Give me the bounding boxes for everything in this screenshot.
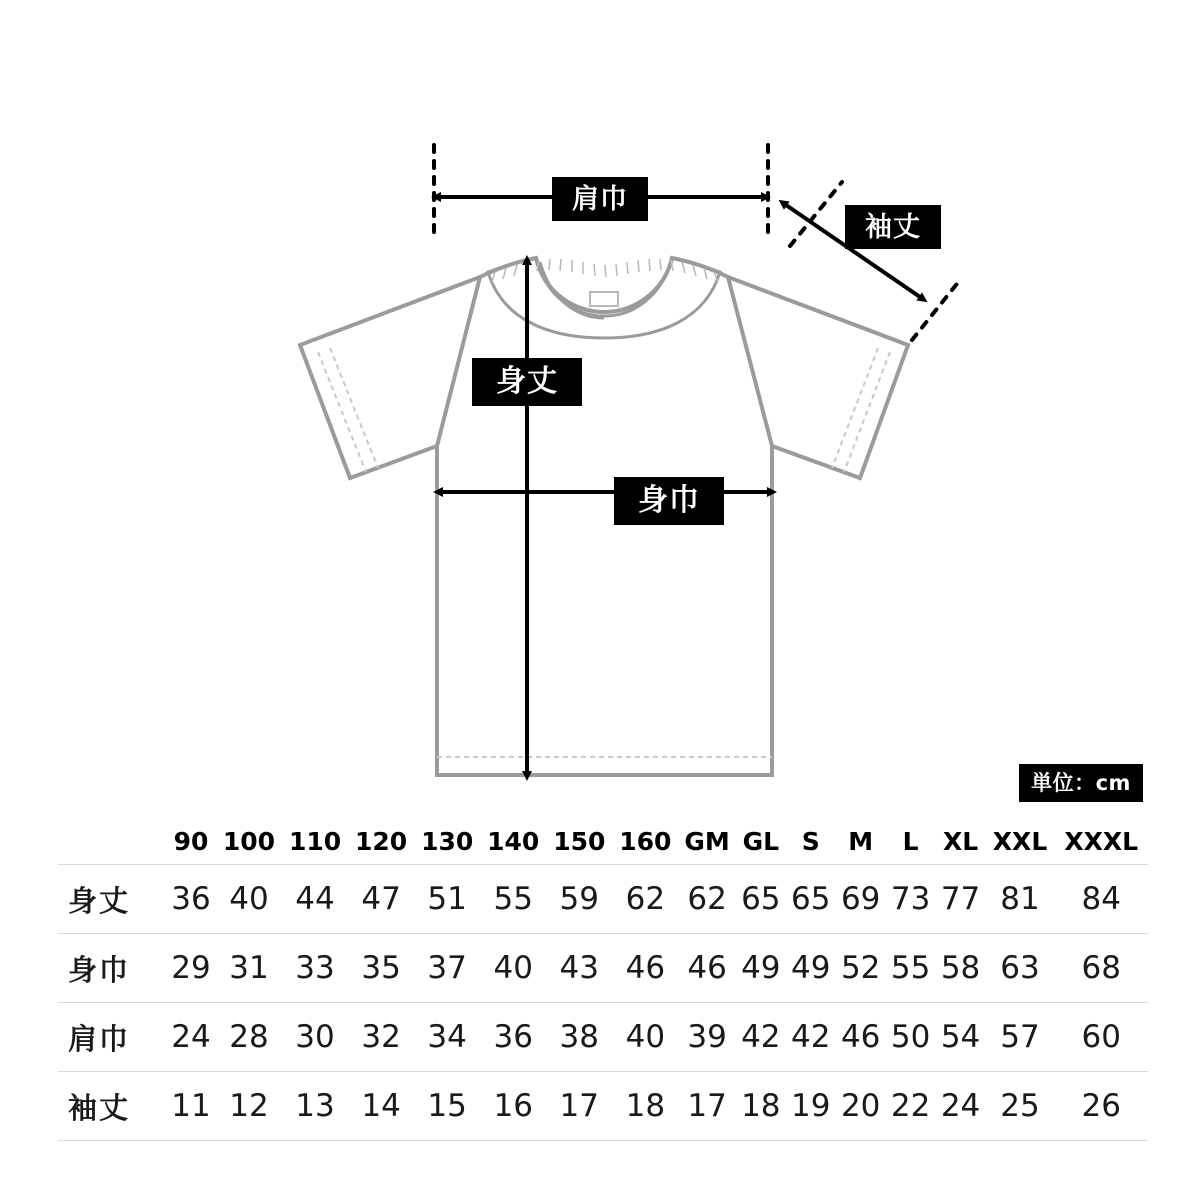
- row-label-body-length: 身丈: [68, 883, 131, 918]
- table-row: [58, 1072, 1148, 1141]
- cell: 20: [840, 1088, 881, 1124]
- cell: 18: [741, 1088, 781, 1124]
- label-body-length: 身丈: [472, 358, 582, 406]
- cell: 84: [1081, 881, 1121, 917]
- cell: 15: [427, 1088, 467, 1124]
- cell: 34: [427, 1019, 467, 1055]
- cell: 46: [840, 1019, 881, 1055]
- tshirt-outline: [300, 258, 908, 775]
- row-label-sleeve-length: 袖丈: [68, 1090, 131, 1125]
- cell: 32: [361, 1019, 401, 1055]
- label-shoulder-width: 肩巾: [552, 177, 648, 221]
- cell: 42: [791, 1019, 831, 1055]
- cell: 38: [559, 1019, 599, 1055]
- cell: 62: [687, 881, 727, 917]
- cell: 55: [493, 881, 533, 917]
- size-header-gm: GM: [684, 826, 730, 856]
- cell: 54: [940, 1019, 981, 1055]
- cell: 68: [1081, 950, 1121, 986]
- cell: 28: [229, 1019, 269, 1055]
- row-label-shoulder-width: 肩巾: [68, 1021, 131, 1056]
- size-header-120: 120: [355, 826, 408, 856]
- cell: 18: [625, 1088, 666, 1124]
- size-header-100: 100: [222, 826, 276, 856]
- cell: 77: [940, 881, 981, 917]
- size-header-140: 140: [487, 826, 540, 856]
- cell: 57: [1000, 1019, 1040, 1055]
- cell: 36: [171, 881, 211, 917]
- table-row: [58, 934, 1148, 1003]
- cell: 44: [295, 881, 335, 917]
- cell: 16: [493, 1088, 533, 1124]
- size-header-l: L: [902, 826, 919, 856]
- size-table: [58, 818, 1148, 1141]
- cell: 14: [361, 1088, 401, 1124]
- size-table-header: [58, 818, 1148, 865]
- cell: 63: [1000, 950, 1040, 986]
- size-header-150: 150: [553, 826, 606, 856]
- size-header-xl: XL: [942, 826, 979, 856]
- cell: 19: [791, 1088, 831, 1124]
- size-header-90: 90: [173, 826, 209, 856]
- cell: 46: [625, 950, 666, 986]
- size-header-xxl: XXL: [992, 826, 1048, 856]
- cell: 58: [940, 950, 981, 986]
- cell: 22: [890, 1088, 931, 1124]
- cell: 40: [493, 950, 533, 986]
- cell: 69: [840, 881, 881, 917]
- size-header-m: M: [848, 826, 874, 856]
- cell: 39: [687, 1019, 727, 1055]
- cell: 36: [493, 1019, 533, 1055]
- cell: 43: [559, 950, 599, 986]
- neck-label: [590, 292, 618, 306]
- cell: 47: [361, 881, 401, 917]
- cell: 49: [791, 950, 831, 986]
- cell: 65: [791, 881, 831, 917]
- cell: 24: [171, 1019, 211, 1055]
- size-header-s: S: [801, 826, 820, 856]
- table-header-row: [58, 818, 1148, 865]
- cell: 26: [1081, 1088, 1121, 1124]
- cell: 59: [559, 881, 599, 917]
- row-label-body-width: 身巾: [68, 952, 131, 987]
- size-table-body: [58, 865, 1148, 1141]
- cell: 37: [427, 950, 467, 986]
- cell: 13: [295, 1088, 335, 1124]
- size-header-130: 130: [421, 826, 474, 856]
- cell: 11: [171, 1088, 211, 1124]
- cell: 40: [229, 881, 269, 917]
- cell: 55: [890, 950, 931, 986]
- label-body-width: 身巾: [614, 477, 724, 525]
- cell: 51: [427, 881, 467, 917]
- cell: 46: [687, 950, 727, 986]
- table-row: [58, 1003, 1148, 1072]
- cell: 17: [559, 1088, 599, 1124]
- cell: 12: [229, 1088, 269, 1124]
- collar-ribbing: [488, 258, 720, 338]
- cell: 60: [1081, 1019, 1121, 1055]
- size-header-110: 110: [288, 826, 342, 856]
- cell: 25: [1000, 1088, 1040, 1124]
- cell: 65: [741, 881, 781, 917]
- cell: 29: [171, 950, 211, 986]
- label-unit: 単位：cm: [1019, 764, 1143, 802]
- cell: 49: [741, 950, 781, 986]
- size-header-xxxl: XXXL: [1064, 826, 1139, 856]
- cell: 35: [361, 950, 401, 986]
- cell: 62: [625, 881, 666, 917]
- table-row: [58, 865, 1148, 934]
- cell: 40: [625, 1019, 666, 1055]
- label-sleeve-length: 袖丈: [845, 205, 941, 249]
- cell: 30: [295, 1019, 335, 1055]
- cell: 33: [295, 950, 335, 986]
- cell: 42: [741, 1019, 781, 1055]
- cell: 17: [687, 1088, 727, 1124]
- cell: 31: [229, 950, 269, 986]
- size-header-160: 160: [619, 826, 672, 856]
- cell: 52: [840, 950, 881, 986]
- cell: 50: [890, 1019, 931, 1055]
- cell: 24: [940, 1088, 981, 1124]
- cell: 73: [890, 881, 931, 917]
- cell: 81: [1000, 881, 1040, 917]
- size-header-gl: GL: [742, 826, 780, 856]
- table-corner-header: [58, 818, 166, 865]
